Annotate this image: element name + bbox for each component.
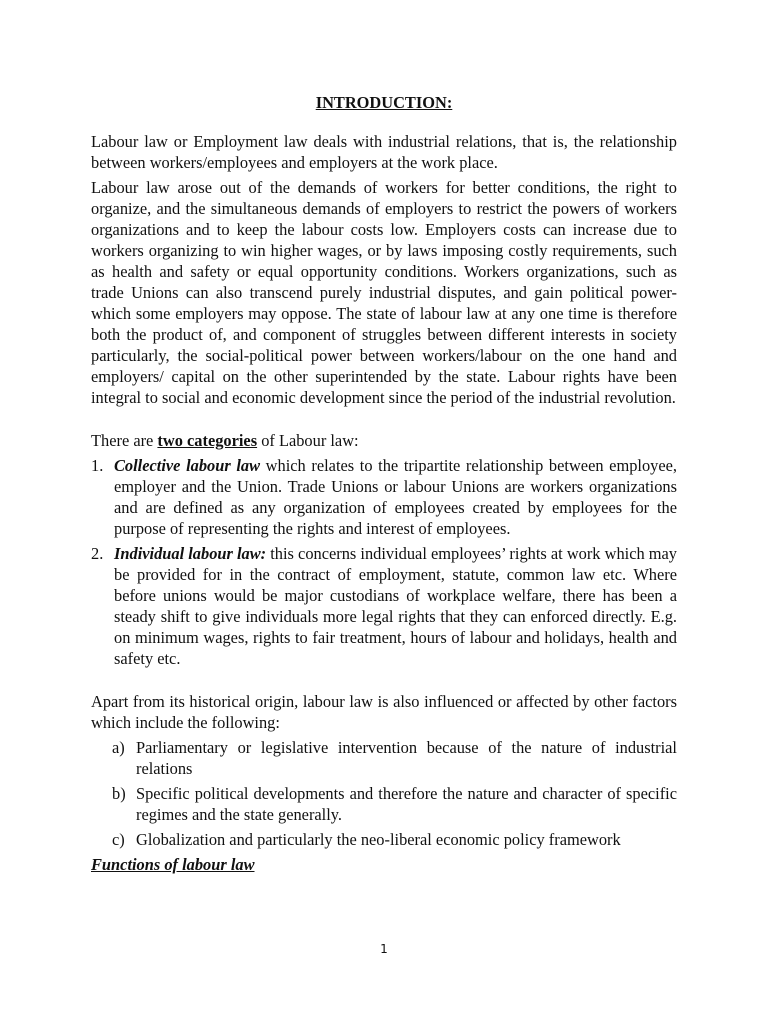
list-item [91, 737, 677, 779]
list-item [91, 783, 677, 825]
factors-lead: Apart from its historical origin, labour law is also influenced or affected by other factors which include the following: [91, 692, 677, 732]
section-heading: Functions of labour law [91, 855, 255, 874]
list-item-number: a) [112, 738, 125, 757]
list-item-text: which relates to the tripartite relationship between employee, employer and the Union. Trade Unions or labour Unions are workers organizations and are defined as any organization of employees created by employees for the purpose of representing the rights and interest of employees. [114, 456, 677, 538]
page-title: INTRODUCTION: [315, 93, 453, 112]
categories-lead [91, 430, 677, 451]
list-item-text: Parliamentary or legislative intervention because of the nature of industrial relations [136, 738, 677, 778]
list-item-number: 2. [91, 544, 104, 563]
categories-emphasis: two categories [157, 431, 258, 450]
factors-list [91, 737, 677, 850]
categories-lead-after: of Labour law: [257, 431, 359, 450]
list-item-number: b) [112, 784, 126, 803]
list-item-text: this concerns individual employees’ rights at work which may be provided for in the contract of employment, statute, common law etc. Where before unions would be major custodians of workplace welfare, there has been a steady shift to give individuals more legal rights that they can enforced directly. E.g. on minimum wages, rights to fair treatment, hours of labour and holidays, health and safety etc. [114, 544, 678, 668]
list-item-text: Globalization and particularly the neo-liberal economic policy framework [136, 830, 621, 849]
list-item [91, 829, 677, 850]
list-item [91, 543, 677, 669]
list-item-number: 1. [91, 456, 104, 475]
intro-paragraph-1: Labour law or Employment law deals with industrial relations, that is, the relationship between workers/employees and employers at the work place. [91, 132, 677, 172]
list-item [91, 455, 677, 539]
categories-lead-before: There are [91, 431, 158, 450]
list-item-term: Individual labour law: [114, 544, 267, 563]
list-item-term: Collective labour law [114, 456, 261, 475]
page-number: 1 [380, 942, 388, 956]
document-page [91, 90, 677, 875]
list-item-number: c) [112, 830, 125, 849]
categories-list [91, 455, 677, 669]
list-item-text: Specific political developments and therefore the nature and character of specific regimes and the state generally. [136, 784, 677, 824]
intro-paragraph-2: Labour law arose out of the demands of workers for better conditions, the right to organize, and the simultaneous demands of employers to restrict the powers of workers organizations and to keep the labour costs low. Employers costs can increase due to workers organizing to win higher wages, or by laws imposing costly requirements, such as health and safety or equal opportunity conditions. Workers organizations, such as trade Unions can also transcend purely industrial disputes, and gain political power- which some employers may oppose. The state of labour law at any one time is therefore both the product of, and component of struggles between different interests in society particularly, the social-political power between workers/labour on the one hand and employers/ capital on the other superintended by the state. Labour rights have been integral to social and economic development since the period of the industrial revolution. [91, 178, 677, 407]
